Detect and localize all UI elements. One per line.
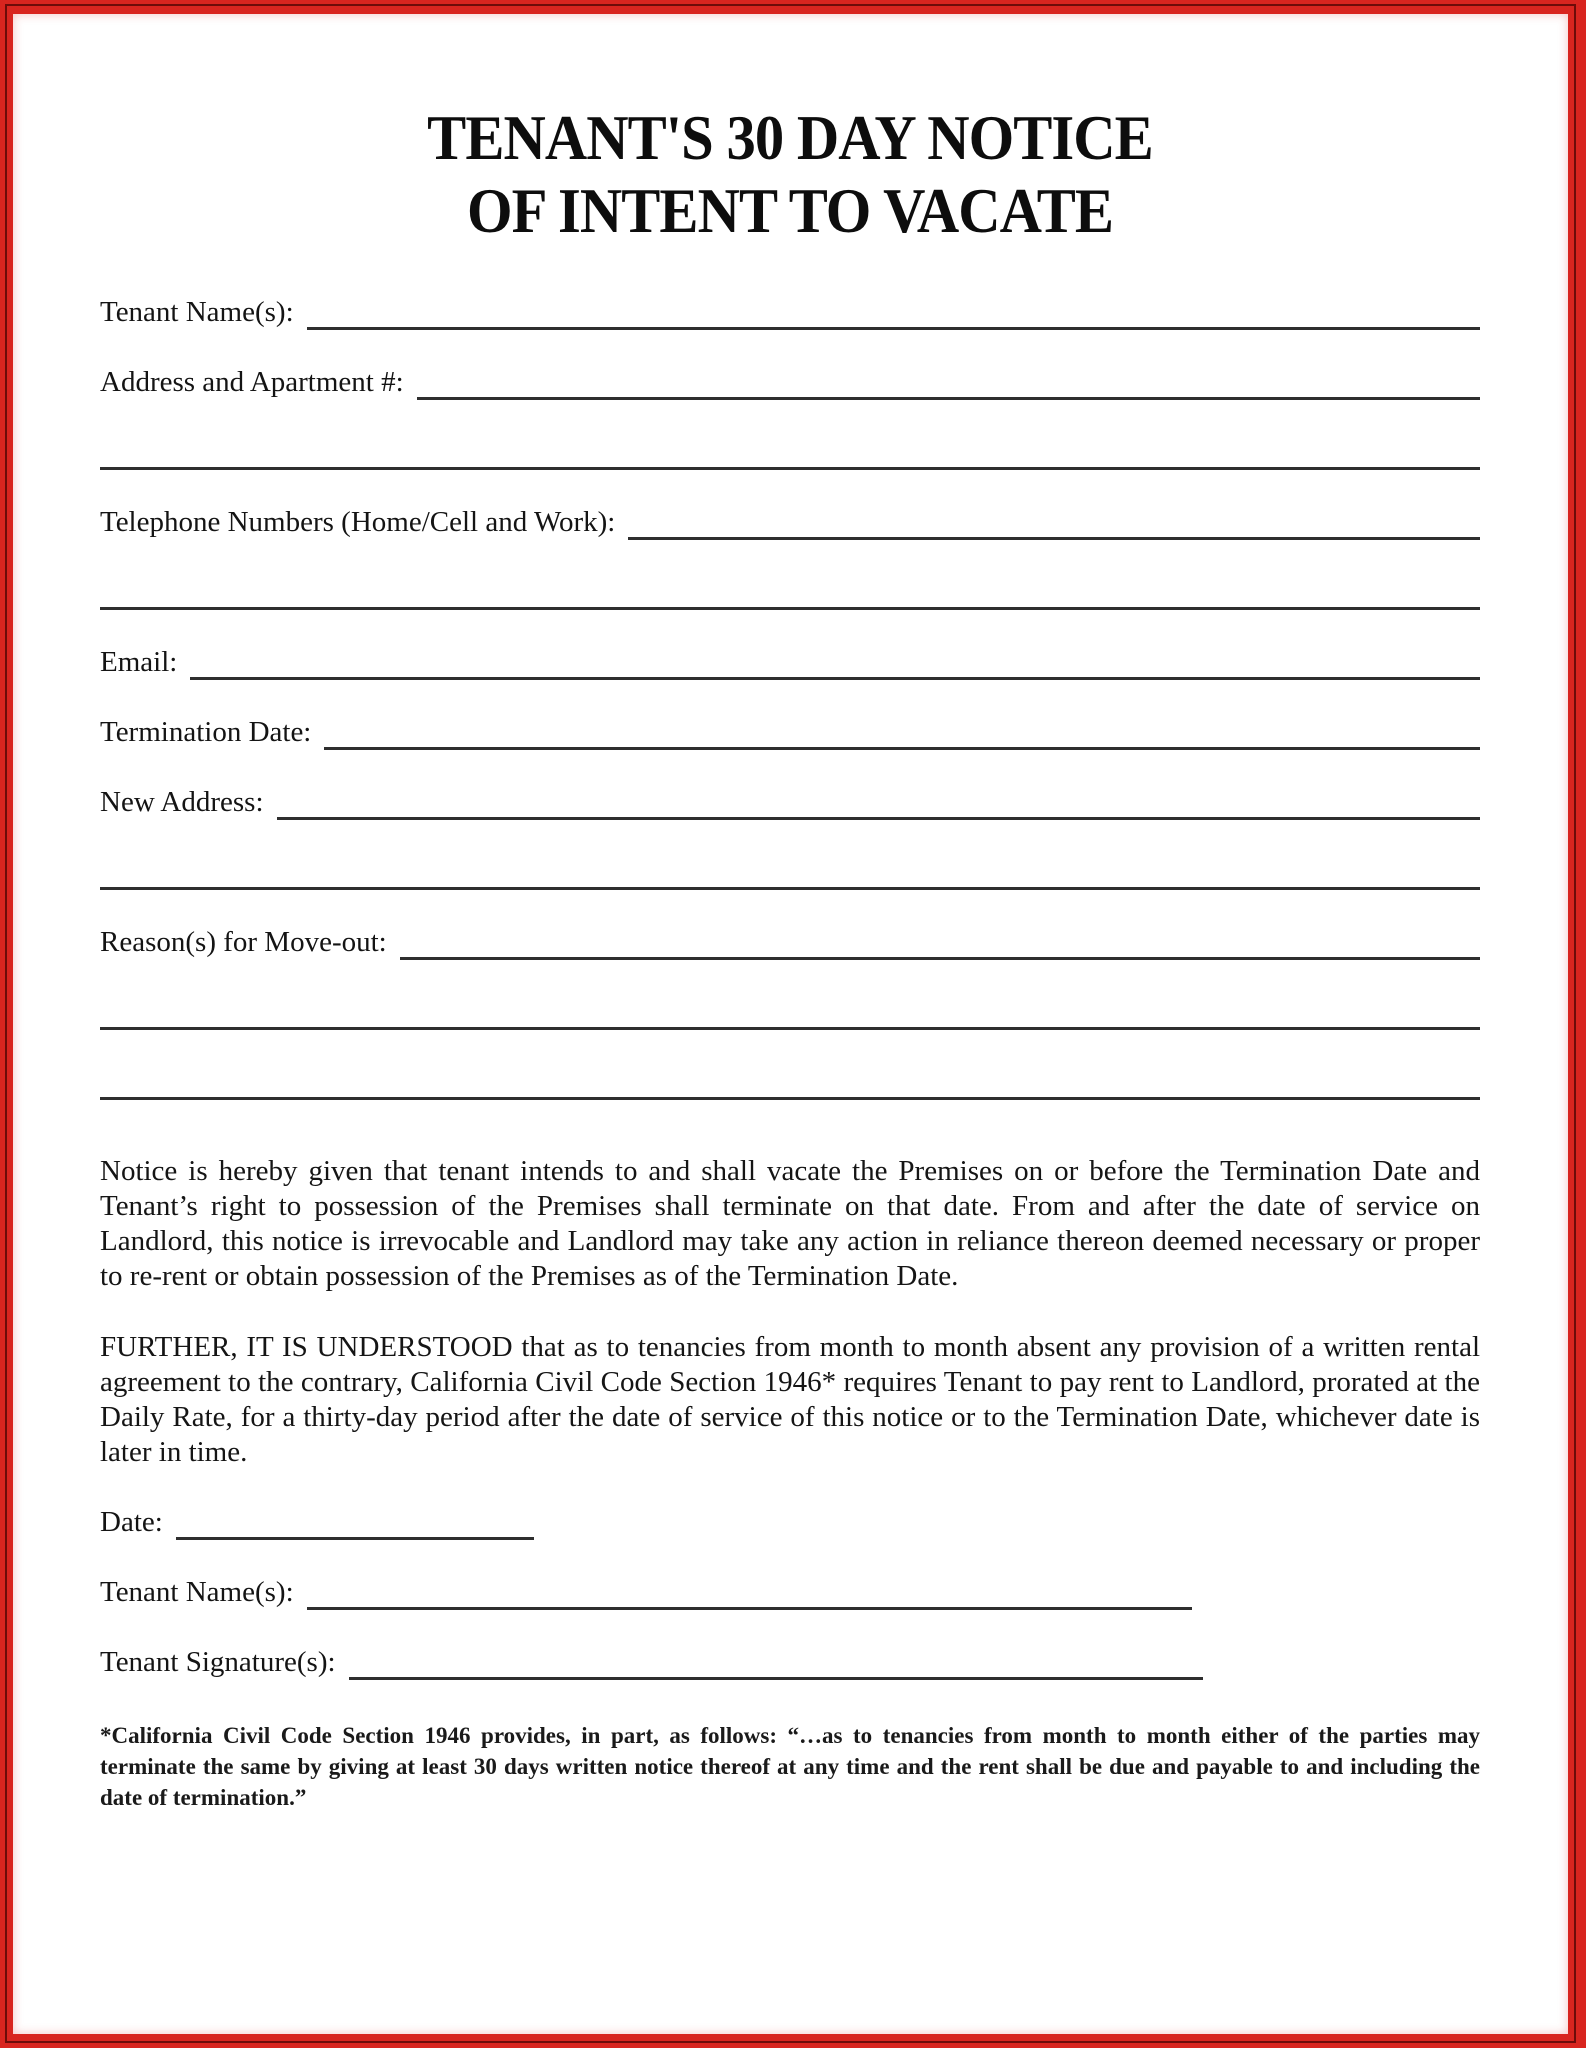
telephone-label: Telephone Numbers (Home/Cell and Work): [100, 506, 616, 538]
new-address-continuation-line [100, 877, 1480, 890]
field-row-reason [100, 890, 1480, 960]
new-address-label: New Address: [100, 786, 264, 818]
field-row-telephone-continuation [100, 540, 1480, 610]
tenant-name-label: Tenant Name(s): [100, 296, 294, 328]
signature-tenant-name-label: Tenant Name(s): [100, 1576, 294, 1608]
address-blank-line [417, 387, 1480, 400]
signature-tenant-name-blank-line [307, 1597, 1192, 1610]
reason-blank-line [400, 947, 1480, 960]
field-row-termination-date [100, 680, 1480, 750]
email-label: Email: [100, 646, 178, 678]
field-row-reason-continuation-2 [100, 1030, 1480, 1100]
reason-continuation-line-2 [100, 1087, 1480, 1100]
notice-paragraph: Notice is hereby given that tenant intends to and shall vacate the Premises on or before the Termination Date and Tenant’s right to possession of the Premises shall terminate on that date. From and after the date of service on Landlord, this notice is irrevocable and Landlord may take any action in reliance thereon deemed necessary or proper to re-rent or obtain possession of the Premises as of the Termination Date. [100, 1155, 1480, 1292]
field-row-reason-continuation-1 [100, 960, 1480, 1030]
field-row-date [100, 1470, 534, 1540]
tenant-signature-blank-line [349, 1667, 1203, 1680]
email-blank-line [190, 667, 1480, 680]
further-paragraph: FURTHER, IT IS UNDERSTOOD that as to tenancies from month to month absent any provision of a written rental agreement to the contrary, California Civil Code Section 1946* requires Tenant to pay rent to Landlord, prorated at the Daily Rate, for a thirty-day period after the date of service of this notice or to the Termination Date, whichever date is later in time. [100, 1331, 1480, 1468]
field-row-new-address-continuation [100, 820, 1480, 890]
address-continuation-line [100, 457, 1480, 470]
telephone-blank-line [628, 527, 1480, 540]
field-row-new-address [100, 750, 1480, 820]
form-sheet [13, 14, 1568, 2034]
field-row-email [100, 610, 1480, 680]
telephone-continuation-line [100, 597, 1480, 610]
tenant-signature-label: Tenant Signature(s): [100, 1646, 336, 1678]
form-fields [100, 260, 1480, 1100]
tenant-name-blank-line [307, 317, 1480, 330]
termination-date-label: Termination Date: [100, 716, 312, 748]
form-title [148, 102, 1431, 248]
field-row-tenant-signature [100, 1610, 1203, 1680]
field-row-address-continuation [100, 400, 1480, 470]
termination-date-blank-line [324, 737, 1480, 750]
field-row-tenant-name [100, 260, 1480, 330]
statute-footnote: *California Civil Code Section 1946 provides, in part, as follows: “…as to tenancies from month to month either of the parties may terminate the same by giving at least 30 days written notice thereof at any time and the rent shall be due and payable to and including the date of termination.” [100, 1723, 1480, 1810]
new-address-blank-line [277, 807, 1480, 820]
signature-block [100, 1470, 1480, 1680]
field-row-signature-tenant-name [100, 1540, 1192, 1610]
form-title-line2: OF INTENT TO VACATE [466, 176, 1114, 246]
address-label: Address and Apartment #: [100, 366, 404, 398]
reason-label: Reason(s) for Move-out: [100, 926, 387, 958]
form-title-line1: TENANT'S 30 DAY NOTICE [427, 103, 1153, 173]
field-row-address [100, 330, 1480, 400]
date-label: Date: [100, 1506, 163, 1538]
reason-continuation-line-1 [100, 1017, 1480, 1030]
field-row-telephone [100, 470, 1480, 540]
date-blank-line [176, 1527, 534, 1540]
